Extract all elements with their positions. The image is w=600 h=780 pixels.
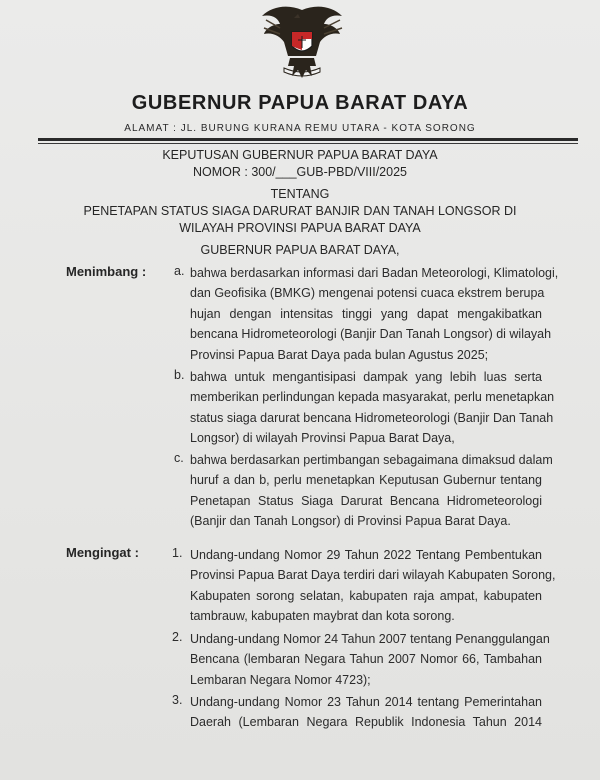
paragraph-line: hujan dengan intensitas tinggi yang dapat mengakibatkan bbox=[190, 306, 542, 321]
paragraph-line: Provinsi Papua Barat Daya terdiri dari wilayah Kabupaten Sorong, bbox=[190, 568, 556, 583]
header-divider-thin bbox=[38, 143, 578, 144]
paragraph-line: Bencana (lembaran Negara Tahun 2007 Nomor 66, Tambahan bbox=[190, 652, 542, 667]
mengingat-item-2-marker: 2. bbox=[172, 630, 183, 644]
menimbang-item-c-marker: c. bbox=[174, 451, 184, 465]
mengingat-item-1 bbox=[190, 545, 556, 627]
decree-subject-line-2: WILAYAH PROVINSI PAPUA BARAT DAYA bbox=[179, 221, 421, 235]
paragraph-line: huruf a dan b, perlu menetapkan Keputusan Gubernur tentang bbox=[190, 473, 542, 488]
paragraph-line: bencana Hidrometeorologi (Banjir Dan Tanah Longsor) di wilayah bbox=[190, 327, 552, 342]
decree-issuer: GUBERNUR PAPUA BARAT DAYA, bbox=[200, 243, 400, 257]
mengingat-item-3-marker: 3. bbox=[172, 693, 183, 707]
decree-number: NOMOR : 300/___GUB-PBD/VIII/2025 bbox=[193, 165, 407, 179]
paragraph-line: Longsor) di wilayah Provinsi Papua Barat Daya, bbox=[190, 431, 455, 446]
menimbang-item-a-marker: a. bbox=[174, 264, 185, 278]
menimbang-item-b bbox=[190, 367, 555, 449]
paragraph-line: bahwa berdasarkan informasi dari Badan Meteorologi, Klimatologi, bbox=[190, 266, 559, 280]
mengingat-item-2 bbox=[190, 629, 550, 690]
mengingat-item-3 bbox=[190, 692, 542, 733]
paragraph-line: bahwa untuk mengantisipasi dampak yang lebih luas serta bbox=[190, 370, 542, 384]
garuda-emblem-icon bbox=[258, 2, 346, 88]
paragraph-line: Daerah (Lembaran Negara Republik Indonesia Tahun 2014 bbox=[190, 715, 542, 730]
governor-title: GUBERNUR PAPUA BARAT DAYA bbox=[131, 92, 469, 114]
paragraph-line: bahwa berdasarkan pertimbangan sebagaimana dimaksud dalam bbox=[190, 453, 553, 467]
paragraph-line: Provinsi Papua Barat Daya pada bulan Agustus 2025; bbox=[190, 347, 489, 362]
decree-subject-line-1: PENETAPAN STATUS SIAGA DARURAT BANJIR DAN TANAH LONGSOR DI bbox=[83, 204, 517, 218]
menimbang-item-b-marker: b. bbox=[174, 368, 185, 382]
paragraph-line: Undang-undang Nomor 24 Tahun 2007 tentang Penanggulangan bbox=[190, 632, 550, 646]
paragraph-line: Lembaran Negara Nomor 4723); bbox=[190, 672, 371, 687]
header-divider bbox=[38, 138, 578, 141]
menimbang-label: Menimbang : bbox=[66, 264, 147, 279]
paragraph-line: status siaga darurat bencana Hidrometeorologi (Banjir Dan Tanah bbox=[190, 410, 554, 425]
paragraph-line: tambrauw, kabupaten maybrat dan kota sorong. bbox=[190, 609, 455, 624]
paragraph-line: (Banjir dan Tanah Longsor) di Provinsi Papua Barat Daya. bbox=[190, 514, 511, 529]
paragraph-line: dan Geofisika (BMKG) mengenai potensi cuaca ekstrem berupa bbox=[190, 286, 545, 301]
mengingat-item-1-marker: 1. bbox=[172, 546, 183, 560]
menimbang-item-a bbox=[190, 263, 559, 365]
decree-about: TENTANG bbox=[270, 187, 330, 201]
office-address: ALAMAT : JL. BURUNG KURANA REMU UTARA - KOTA SORONG bbox=[124, 123, 476, 134]
menimbang-item-c bbox=[190, 450, 553, 532]
decree-type: KEPUTUSAN GUBERNUR PAPUA BARAT DAYA bbox=[162, 148, 438, 162]
paragraph-line: Undang-undang Nomor 29 Tahun 2022 Tentang Pembentukan bbox=[190, 548, 542, 562]
paragraph-line: Penetapan Status Siaga Darurat Bencana Hidrometeorologi bbox=[190, 493, 542, 508]
paragraph-line: Undang-undang Nomor 23 Tahun 2014 tentang Pemerintahan bbox=[190, 695, 542, 709]
paragraph-line: memberikan perlindungan kepada masyarakat, perlu menetapkan bbox=[190, 390, 555, 405]
mengingat-label: Mengingat : bbox=[66, 545, 139, 560]
paragraph-line: Kabupaten sorong selatan, kabupaten raja ampat, kabupaten bbox=[190, 588, 542, 603]
